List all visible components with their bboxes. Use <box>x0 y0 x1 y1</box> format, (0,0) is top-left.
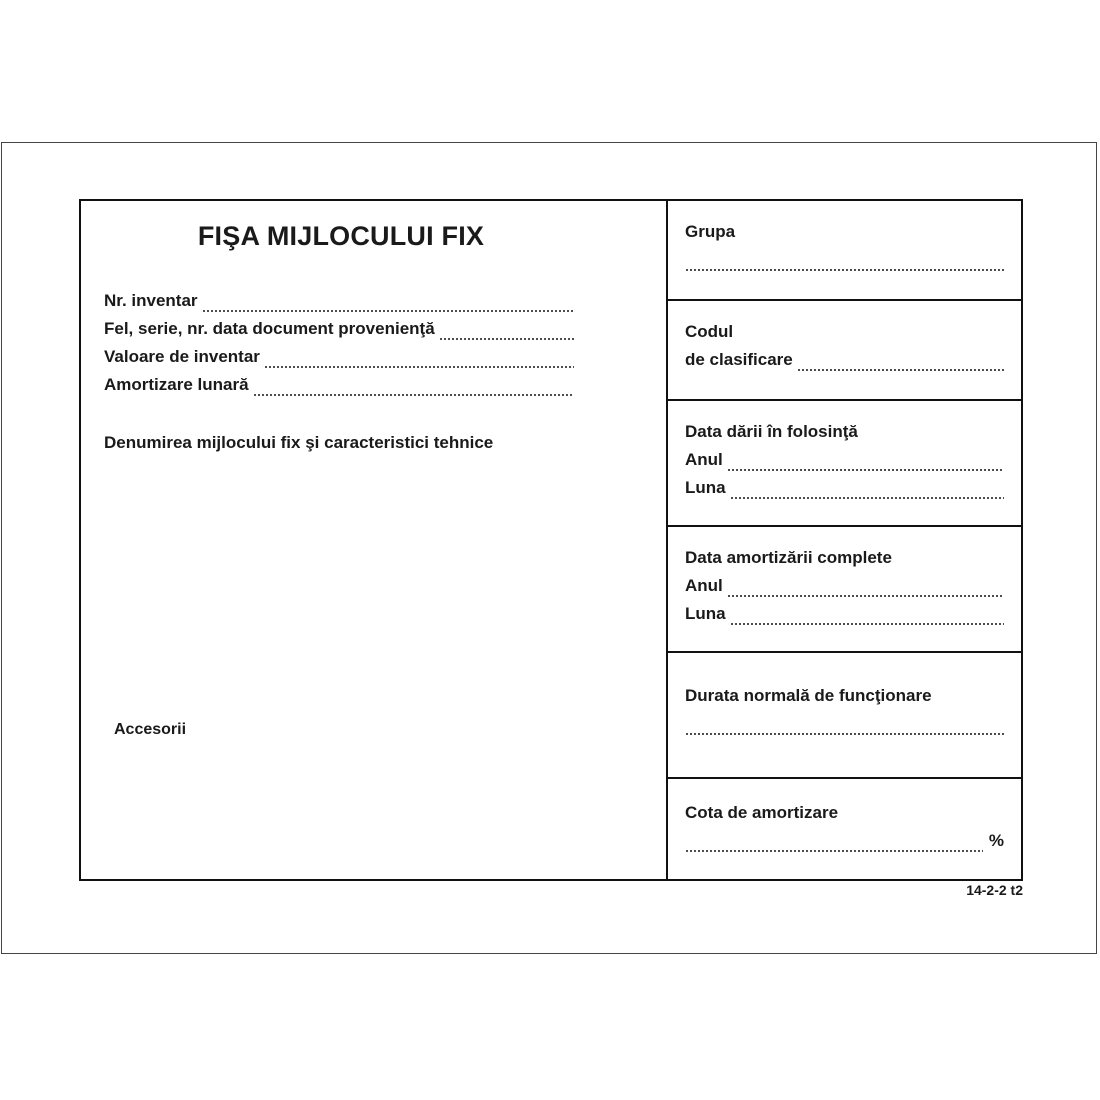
cell-grupa <box>668 201 1021 301</box>
fixed-asset-card <box>79 199 1023 881</box>
fill-in-line[interactable] <box>727 469 1004 471</box>
form-code: 14-2-2 t2 <box>966 882 1023 898</box>
cell-data-amortizare <box>668 527 1021 653</box>
field-label: Nr. inventar <box>104 291 198 310</box>
cod-label-line1: Codul <box>685 322 734 341</box>
durata-fill-row <box>685 714 1004 742</box>
cell-cota-amortizare <box>668 779 1021 879</box>
data-amortizare-anul-row <box>685 576 1004 604</box>
data-folosinta-luna-row <box>685 478 1004 506</box>
grupa-label-row <box>685 222 1004 250</box>
data-folosinta-anul-row <box>685 450 1004 478</box>
fill-in-line[interactable] <box>730 497 1004 499</box>
durata-label-row <box>685 686 1004 714</box>
cell-data-folosinta <box>668 401 1021 527</box>
cota-label-row <box>685 803 1004 831</box>
fill-in-line[interactable] <box>727 595 1004 597</box>
cod-label-line2: de clasificare <box>685 350 793 369</box>
cod-label-row <box>685 322 1004 350</box>
fill-in-line[interactable] <box>685 733 1004 735</box>
field-label: Fel, serie, nr. data document provenienţă <box>104 319 435 338</box>
fill-in-line[interactable] <box>202 310 574 312</box>
cod-fill-row <box>685 350 1004 378</box>
data-folosinta-label: Data dării în folosinţă <box>685 422 858 441</box>
field-nr-inventar <box>104 291 574 319</box>
cell-cod-clasificare <box>668 301 1021 401</box>
field-document-provenienta <box>104 319 574 347</box>
field-label: Valoare de inventar <box>104 347 260 366</box>
field-valoare-inventar <box>104 347 574 375</box>
description-label: Denumirea mijlocului fix şi caracteristici tehnice <box>104 433 494 452</box>
fill-in-line[interactable] <box>685 269 1004 271</box>
data-folosinta-label-row <box>685 422 1004 450</box>
cota-label: Cota de amortizare <box>685 803 839 822</box>
cell-durata-normala <box>668 653 1021 779</box>
percent-unit: % <box>988 831 1004 850</box>
grupa-label: Grupa <box>685 222 736 241</box>
data-amortizare-label-row <box>685 548 1004 576</box>
field-label: Amortizare lunară <box>104 375 249 394</box>
left-fields <box>104 291 574 403</box>
right-column <box>668 201 1021 879</box>
fill-in-line[interactable] <box>685 850 983 852</box>
fill-in-line[interactable] <box>264 366 574 368</box>
data-amortizare-label: Data amortizării complete <box>685 548 892 567</box>
luna-label: Luna <box>685 478 726 497</box>
data-amortizare-luna-row <box>685 604 1004 632</box>
left-column <box>81 201 666 879</box>
fill-in-line[interactable] <box>439 338 574 340</box>
field-amortizare-lunara <box>104 375 574 403</box>
accessories-label: Accesorii <box>114 721 187 738</box>
grupa-fill-row <box>685 250 1004 278</box>
fill-in-line[interactable] <box>253 394 574 396</box>
fill-in-line[interactable] <box>730 623 1004 625</box>
luna-label: Luna <box>685 604 726 623</box>
durata-label: Durata normală de funcţionare <box>685 686 932 705</box>
anul-label: Anul <box>685 576 723 595</box>
fill-in-line[interactable] <box>797 369 1004 371</box>
form-title: FIŞA MIJLOCULUI FIX <box>197 221 485 251</box>
cota-fill-row <box>685 831 1004 859</box>
anul-label: Anul <box>685 450 723 469</box>
